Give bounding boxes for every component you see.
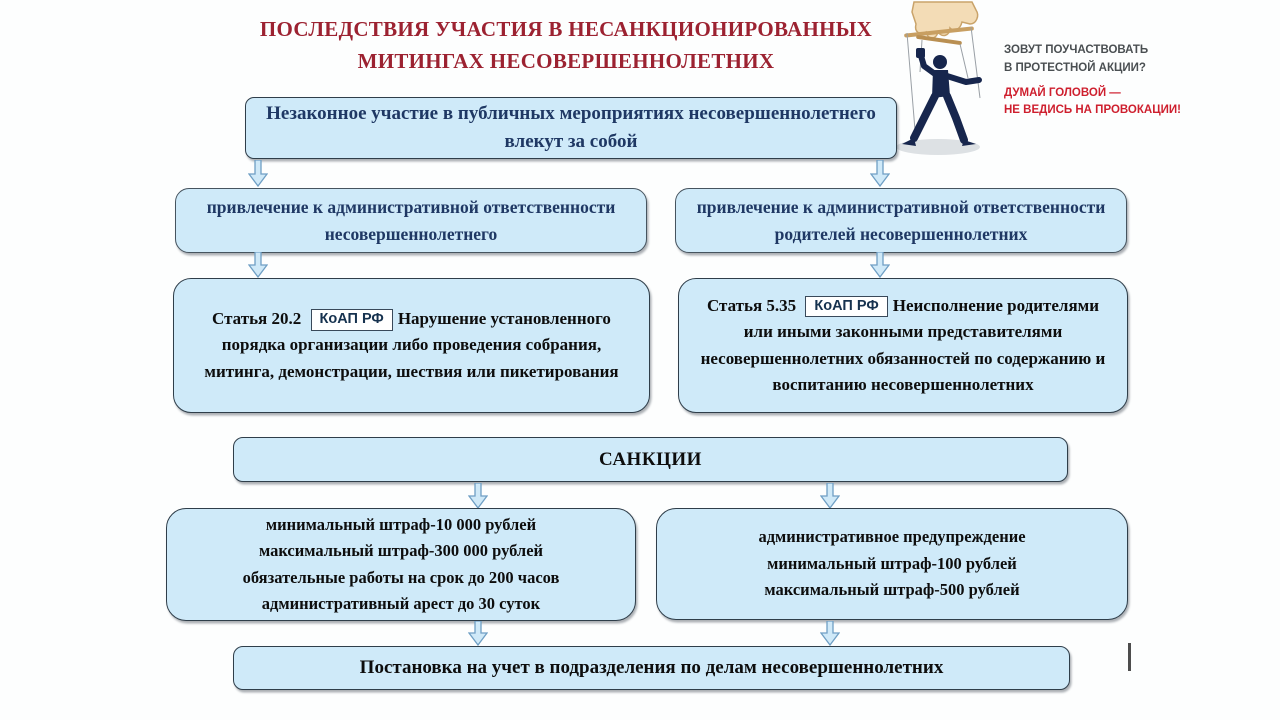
sanction-line: минимальный штраф-100 рублей <box>767 553 1017 573</box>
sanction-line: административный арест до 30 суток <box>261 593 541 613</box>
sanction-line: максимальный штраф-500 рублей <box>764 580 1020 600</box>
koap-rf-badge: КоАП РФ <box>805 296 887 318</box>
down-arrow-icon <box>870 252 890 278</box>
sanction-line: административное предупреждение <box>758 527 1026 547</box>
down-arrow-icon <box>820 621 840 646</box>
page-title-line1: ПОСЛЕДСТВИЯ УЧАСТИЯ В НЕСАНКЦИОНИРОВАННЫХ <box>259 17 873 41</box>
article-right-text: Неисполнение родителями или иными законными представителями несовершеннолетних обязанностей по содержанию и воспитанию несовершеннолетних <box>700 295 1106 394</box>
text-cursor-mark <box>1128 643 1131 671</box>
down-arrow-icon <box>468 621 488 646</box>
callout-gray-line2: В ПРОТЕСТНОЙ АКЦИИ? <box>1004 61 1146 74</box>
down-arrow-icon <box>468 483 488 509</box>
down-arrow-icon <box>248 252 268 278</box>
flow-box-article-20-2 <box>173 278 650 413</box>
flow-box-final <box>233 646 1070 690</box>
flow-box-branch-minor <box>175 188 647 253</box>
callout-text-block <box>1004 42 1264 120</box>
flow-box-branch-minor-text: привлечение к административной ответственности несовершеннолетнего <box>206 197 616 244</box>
flow-box-root-text: Незаконное участие в публичных мероприятиях несовершеннолетнего влекут за собой <box>266 103 876 152</box>
down-arrow-icon <box>870 160 890 187</box>
callout-red-line1: ДУМАЙ ГОЛОВОЙ — <box>1004 86 1121 99</box>
article-right-number: Статья 5.35 <box>706 295 801 315</box>
flow-box-article-5-35 <box>678 278 1128 413</box>
sanction-line: максимальный штраф-300 000 рублей <box>258 541 544 561</box>
flow-box-branch-parents <box>675 188 1127 253</box>
callout-gray-line1: ЗОВУТ ПОУЧАСТВОВАТЬ <box>1004 44 1149 56</box>
koap-rf-badge: КоАП РФ <box>311 309 393 331</box>
down-arrow-icon <box>820 483 840 509</box>
flow-box-sanctions-parents <box>656 508 1128 620</box>
flow-box-sanctions-header <box>233 437 1068 482</box>
sanctions-header-text: САНКЦИИ <box>599 448 702 470</box>
flow-box-branch-parents-text: привлечение к административной ответственности родителей несовершеннолетних <box>696 197 1106 244</box>
down-arrow-icon <box>248 160 268 187</box>
sanction-line: минимальный штраф-10 000 рублей <box>265 514 537 534</box>
flow-box-sanctions-minor <box>166 508 636 621</box>
article-left-number: Статья 20.2 <box>212 308 306 328</box>
callout-red-line2: НЕ ВЕДИСЬ НА ПРОВОКАЦИИ! <box>1004 104 1181 117</box>
page-title-line2: МИТИНГАХ НЕСОВЕРШЕННОЛЕТНИХ <box>357 48 775 73</box>
flow-box-root <box>245 97 897 159</box>
article-left-text: Нарушение установленного порядка организации либо проведения собрания, митинга, демонстрации, шествия или пикетирования <box>204 308 619 381</box>
sanction-line: обязательные работы на срок до 200 часов <box>242 567 560 587</box>
final-box-text: Постановка на учет в подразделения по делам несовершеннолетних <box>359 657 944 678</box>
page-title <box>228 14 904 77</box>
